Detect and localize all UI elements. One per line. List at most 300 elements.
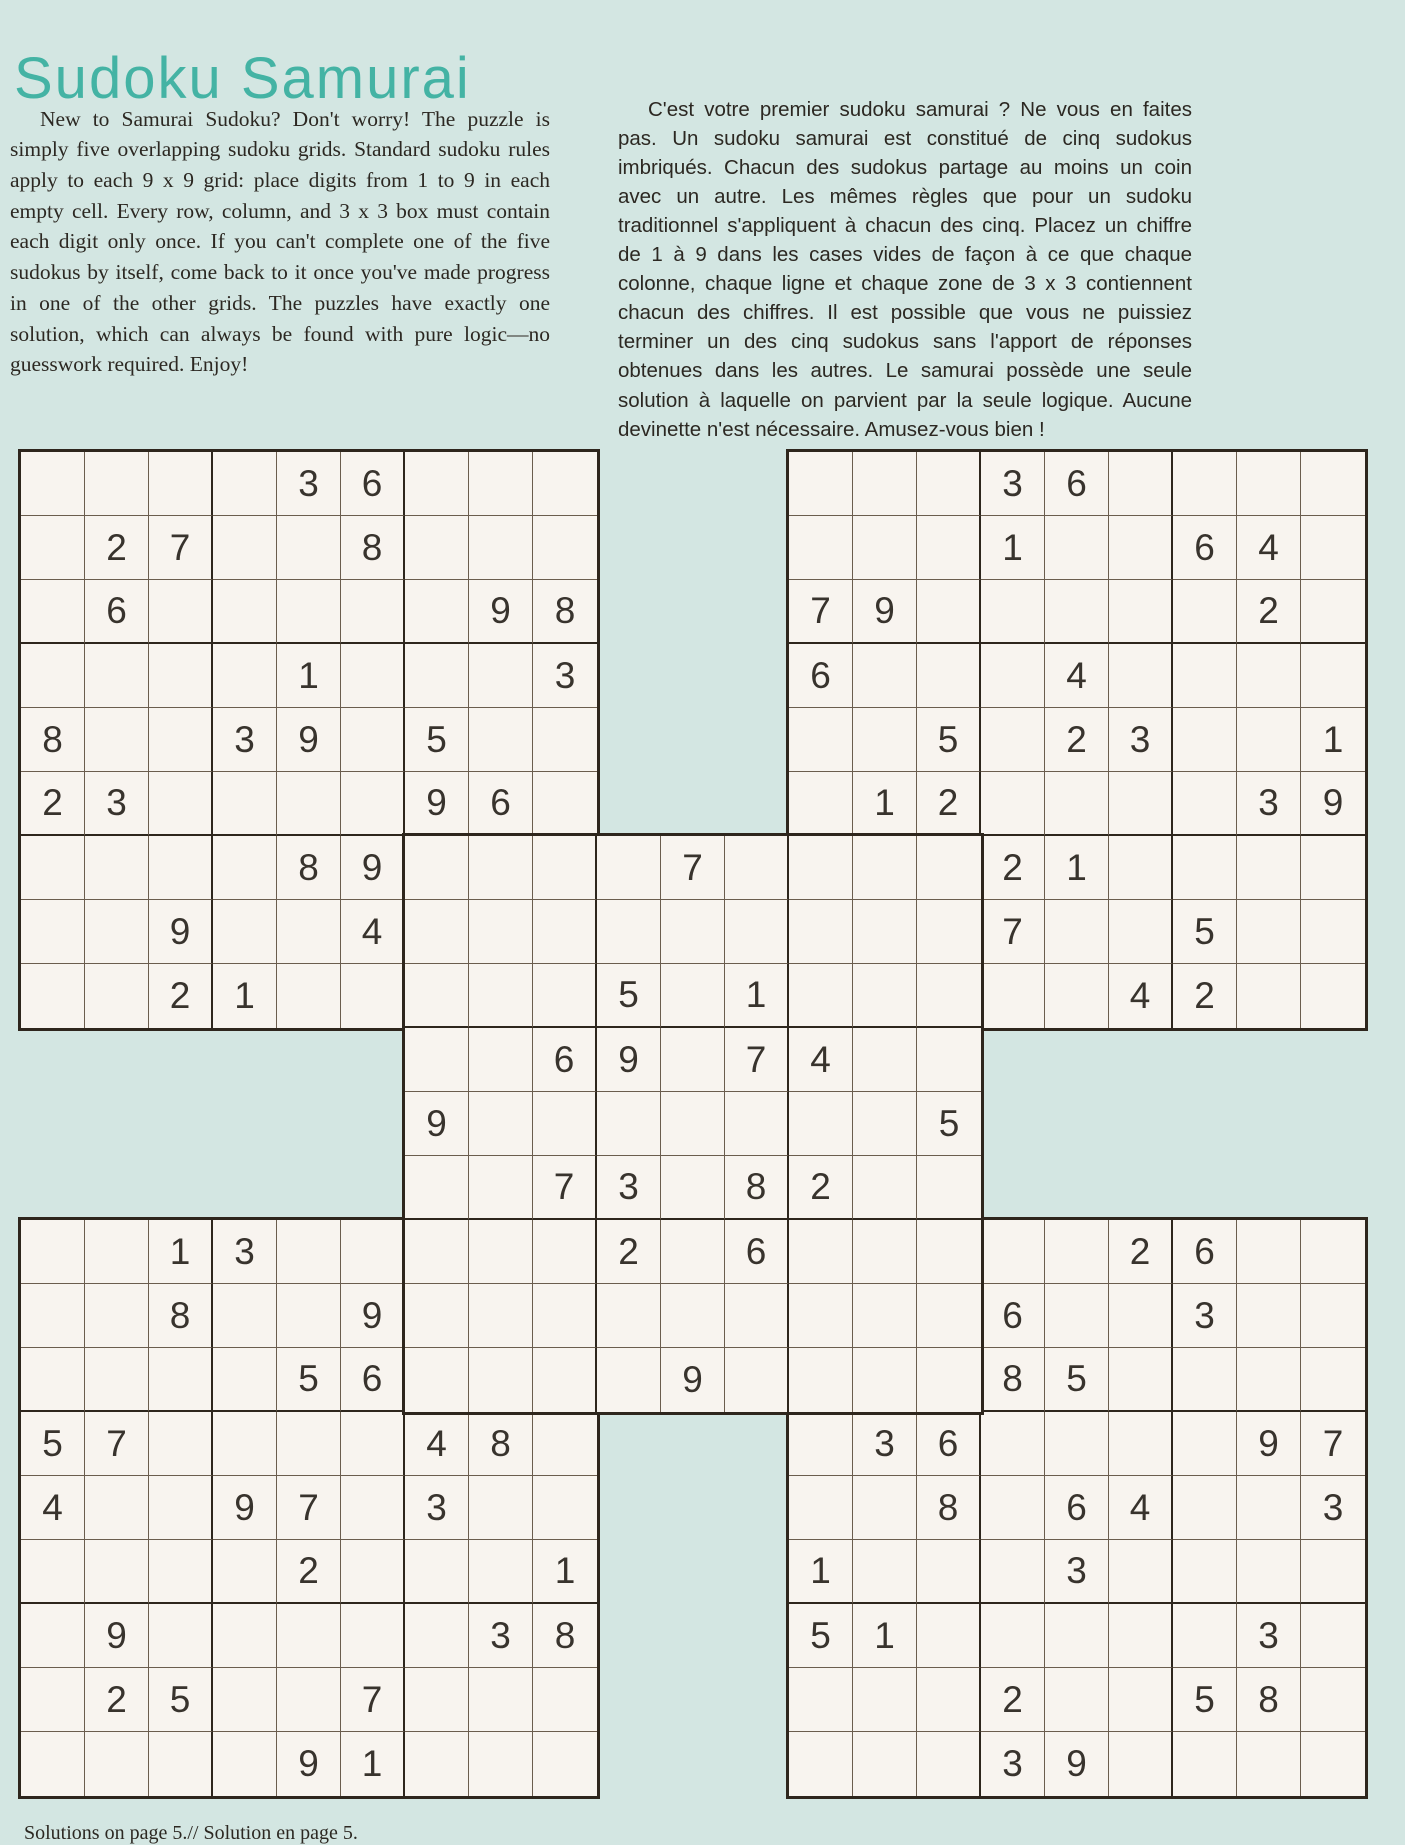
sudoku-cell (1301, 644, 1365, 708)
sudoku-cell: 7 (661, 836, 725, 900)
sudoku-cell (1109, 1412, 1173, 1476)
sudoku-cell (1301, 1668, 1365, 1732)
sudoku-cell (277, 900, 341, 964)
sudoku-cell (469, 964, 533, 1028)
sudoku-cell (469, 1220, 533, 1284)
sudoku-cell (1109, 772, 1173, 836)
sudoku-cell (85, 708, 149, 772)
sudoku-cell: 9 (405, 772, 469, 836)
samurai-puzzle-board (21, 452, 1365, 1796)
sudoku-cell (917, 836, 981, 900)
sudoku-cell (789, 1732, 853, 1796)
sudoku-cell (661, 1028, 725, 1092)
sudoku-cell (917, 1220, 981, 1284)
sudoku-cell (277, 516, 341, 580)
sudoku-cell (917, 1732, 981, 1796)
sudoku-cell: 5 (789, 1604, 853, 1668)
sudoku-cell: 9 (277, 1732, 341, 1796)
sudoku-cell (85, 1476, 149, 1540)
sudoku-cell: 5 (405, 708, 469, 772)
sudoku-cell (1301, 1732, 1365, 1796)
sudoku-cell (213, 836, 277, 900)
sudoku-cell: 1 (789, 1540, 853, 1604)
sudoku-cell (533, 900, 597, 964)
sudoku-cell: 2 (85, 1668, 149, 1732)
sudoku-cell (469, 708, 533, 772)
sudoku-cell (789, 708, 853, 772)
sudoku-cell (853, 1028, 917, 1092)
sudoku-grid-center (402, 833, 984, 1415)
sudoku-cell (405, 900, 469, 964)
sudoku-cell (1301, 900, 1365, 964)
sudoku-cell: 7 (1301, 1412, 1365, 1476)
sudoku-cell (533, 1668, 597, 1732)
sudoku-cell (1109, 1668, 1173, 1732)
sudoku-cell (789, 1476, 853, 1540)
sudoku-cell (1109, 1284, 1173, 1348)
sudoku-cell (1173, 836, 1237, 900)
sudoku-cell (1301, 580, 1365, 644)
sudoku-cell (597, 900, 661, 964)
sudoku-cell (1109, 836, 1173, 900)
sudoku-cell: 6 (917, 1412, 981, 1476)
sudoku-cell (1173, 1604, 1237, 1668)
sudoku-cell (661, 1220, 725, 1284)
sudoku-cell (1237, 452, 1301, 516)
sudoku-cell (149, 580, 213, 644)
sudoku-cell: 3 (597, 1156, 661, 1220)
sudoku-cell: 5 (917, 1092, 981, 1156)
sudoku-cell (725, 1092, 789, 1156)
sudoku-cell: 1 (1301, 708, 1365, 772)
sudoku-cell (405, 1220, 469, 1284)
sudoku-cell (1109, 1348, 1173, 1412)
sudoku-cell (853, 900, 917, 964)
sudoku-cell: 3 (277, 452, 341, 516)
sudoku-cell (1301, 1220, 1365, 1284)
sudoku-cell (1301, 452, 1365, 516)
sudoku-cell (469, 452, 533, 516)
sudoku-cell: 6 (341, 1348, 405, 1412)
sudoku-cell: 5 (917, 708, 981, 772)
sudoku-cell (277, 580, 341, 644)
sudoku-cell (1173, 708, 1237, 772)
sudoku-cell: 9 (277, 708, 341, 772)
sudoku-cell: 9 (661, 1348, 725, 1412)
sudoku-cell (341, 1604, 405, 1668)
sudoku-cell: 6 (469, 772, 533, 836)
footer-caption: Solutions on page 5.// Solution en page 5. (24, 1822, 358, 1844)
sudoku-cell: 6 (1173, 1220, 1237, 1284)
sudoku-cell (725, 1284, 789, 1348)
sudoku-cell: 4 (789, 1028, 853, 1092)
sudoku-cell (533, 1092, 597, 1156)
sudoku-cell: 5 (1173, 1668, 1237, 1732)
sudoku-cell (1109, 1732, 1173, 1796)
sudoku-cell (917, 900, 981, 964)
sudoku-cell (981, 964, 1045, 1028)
sudoku-cell (213, 580, 277, 644)
sudoku-cell (341, 1412, 405, 1476)
sudoku-cell: 9 (1045, 1732, 1109, 1796)
sudoku-cell (1237, 1732, 1301, 1796)
sudoku-cell (533, 516, 597, 580)
sudoku-cell (469, 1092, 533, 1156)
sudoku-cell (1237, 1284, 1301, 1348)
sudoku-cell (661, 1284, 725, 1348)
sudoku-cell (85, 836, 149, 900)
sudoku-cell (789, 1092, 853, 1156)
sudoku-cell (533, 1732, 597, 1796)
sudoku-cell (277, 1412, 341, 1476)
sudoku-cell (277, 772, 341, 836)
sudoku-cell: 3 (981, 452, 1045, 516)
sudoku-cell (533, 964, 597, 1028)
sudoku-cell (277, 1284, 341, 1348)
sudoku-cell: 6 (981, 1284, 1045, 1348)
sudoku-cell (85, 900, 149, 964)
sudoku-cell: 1 (341, 1732, 405, 1796)
sudoku-cell (1237, 708, 1301, 772)
sudoku-cell: 7 (341, 1668, 405, 1732)
sudoku-cell (1173, 1348, 1237, 1412)
sudoku-cell: 5 (597, 964, 661, 1028)
sudoku-cell (21, 1220, 85, 1284)
sudoku-cell (1301, 516, 1365, 580)
sudoku-cell (789, 1668, 853, 1732)
sudoku-cell (213, 1668, 277, 1732)
sudoku-cell (213, 1348, 277, 1412)
sudoku-cell (725, 900, 789, 964)
sudoku-cell (1173, 644, 1237, 708)
sudoku-cell (21, 836, 85, 900)
sudoku-cell (1237, 1220, 1301, 1284)
sudoku-cell: 2 (597, 1220, 661, 1284)
sudoku-cell (1301, 1284, 1365, 1348)
sudoku-cell (85, 452, 149, 516)
sudoku-cell (21, 580, 85, 644)
sudoku-cell (1045, 1220, 1109, 1284)
sudoku-cell (981, 772, 1045, 836)
sudoku-cell: 5 (277, 1348, 341, 1412)
sudoku-cell (1173, 580, 1237, 644)
sudoku-cell (21, 900, 85, 964)
sudoku-cell (405, 1028, 469, 1092)
sudoku-cell (1173, 1732, 1237, 1796)
sudoku-cell (853, 1156, 917, 1220)
sudoku-cell (149, 644, 213, 708)
sudoku-cell (1301, 964, 1365, 1028)
sudoku-cell (469, 644, 533, 708)
sudoku-cell: 4 (1045, 644, 1109, 708)
sudoku-cell (85, 1540, 149, 1604)
sudoku-cell (85, 644, 149, 708)
sudoku-cell (533, 772, 597, 836)
sudoku-cell (661, 1156, 725, 1220)
sudoku-cell (21, 1540, 85, 1604)
sudoku-cell (1045, 772, 1109, 836)
sudoku-cell: 2 (1109, 1220, 1173, 1284)
sudoku-cell (149, 1412, 213, 1476)
sudoku-cell (1109, 644, 1173, 708)
sudoku-cell (85, 1348, 149, 1412)
sudoku-cell (917, 964, 981, 1028)
sudoku-cell (789, 964, 853, 1028)
sudoku-cell (405, 1604, 469, 1668)
sudoku-cell (1173, 1540, 1237, 1604)
sudoku-cell: 8 (21, 708, 85, 772)
sudoku-cell (213, 1540, 277, 1604)
sudoku-cell (1045, 516, 1109, 580)
sudoku-cell (405, 452, 469, 516)
sudoku-cell: 5 (21, 1412, 85, 1476)
sudoku-cell: 5 (1045, 1348, 1109, 1412)
sudoku-cell (1045, 1412, 1109, 1476)
sudoku-cell (1109, 900, 1173, 964)
sudoku-cell: 5 (1173, 900, 1237, 964)
sudoku-cell (789, 772, 853, 836)
sudoku-cell (981, 580, 1045, 644)
sudoku-cell (661, 1092, 725, 1156)
sudoku-cell (149, 452, 213, 516)
sudoku-cell: 2 (917, 772, 981, 836)
sudoku-cell (85, 964, 149, 1028)
sudoku-cell (533, 1412, 597, 1476)
sudoku-cell (917, 1156, 981, 1220)
sudoku-cell (1045, 1284, 1109, 1348)
sudoku-cell: 4 (341, 900, 405, 964)
sudoku-cell (1237, 1348, 1301, 1412)
sudoku-cell: 6 (1045, 1476, 1109, 1540)
sudoku-cell: 2 (981, 1668, 1045, 1732)
sudoku-cell: 3 (405, 1476, 469, 1540)
sudoku-cell: 3 (853, 1412, 917, 1476)
sudoku-cell (149, 1476, 213, 1540)
sudoku-cell (917, 1348, 981, 1412)
sudoku-cell: 3 (1173, 1284, 1237, 1348)
sudoku-cell: 3 (213, 708, 277, 772)
sudoku-cell (85, 1284, 149, 1348)
sudoku-cell (21, 516, 85, 580)
sudoku-cell (21, 644, 85, 708)
sudoku-cell (21, 1668, 85, 1732)
sudoku-cell (981, 1476, 1045, 1540)
sudoku-cell (1109, 452, 1173, 516)
sudoku-cell (981, 1604, 1045, 1668)
sudoku-cell (1109, 580, 1173, 644)
sudoku-cell (149, 708, 213, 772)
sudoku-cell (469, 1668, 533, 1732)
sudoku-cell (1109, 1604, 1173, 1668)
sudoku-cell: 1 (213, 964, 277, 1028)
sudoku-cell (85, 1732, 149, 1796)
sudoku-cell: 3 (533, 644, 597, 708)
sudoku-cell (1173, 1476, 1237, 1540)
sudoku-cell (469, 836, 533, 900)
sudoku-cell: 6 (533, 1028, 597, 1092)
sudoku-cell: 2 (1173, 964, 1237, 1028)
sudoku-cell (597, 1348, 661, 1412)
sudoku-cell (277, 1668, 341, 1732)
sudoku-cell: 1 (853, 1604, 917, 1668)
sudoku-cell (853, 1220, 917, 1284)
sudoku-cell (533, 1220, 597, 1284)
sudoku-cell: 8 (533, 1604, 597, 1668)
sudoku-cell: 2 (21, 772, 85, 836)
sudoku-cell (533, 1476, 597, 1540)
sudoku-cell (341, 708, 405, 772)
sudoku-cell: 3 (213, 1220, 277, 1284)
sudoku-cell (853, 1540, 917, 1604)
sudoku-cell (1173, 452, 1237, 516)
sudoku-cell (1109, 516, 1173, 580)
sudoku-cell (853, 1476, 917, 1540)
sudoku-cell (1301, 836, 1365, 900)
sudoku-cell: 4 (1237, 516, 1301, 580)
sudoku-cell: 6 (1045, 452, 1109, 516)
sudoku-cell: 6 (85, 580, 149, 644)
sudoku-cell: 1 (981, 516, 1045, 580)
sudoku-cell: 6 (1173, 516, 1237, 580)
sudoku-cell (789, 1220, 853, 1284)
sudoku-cell: 7 (981, 900, 1045, 964)
sudoku-cell (1045, 1604, 1109, 1668)
intro-paragraph-english: New to Samurai Sudoku? Don't worry! The puzzle is simply five overlapping sudoku grids. Standard sudoku rules apply to each 9 x 9 grid: place digits from 1 to 9 in each empty cell. Every row, column, and 3 x 3 box must contain each digit only once. If you can't complete one of the five sudokus by itself, come back to it once you've made progress in one of the other grids. The puzzles have exactly one solution, which can always be found with pure logic—no guesswork required. Enjoy! (10, 106, 550, 377)
sudoku-cell (21, 1604, 85, 1668)
sudoku-cell (213, 516, 277, 580)
sudoku-cell: 9 (341, 836, 405, 900)
sudoku-cell: 1 (853, 772, 917, 836)
intro-paragraph-french: C'est votre premier sudoku samurai ? Ne vous en faites pas. Un sudoku samurai est constitué de cinq sudokus imbriqués. Chacun des sudokus partage au moins un coin avec un autre. Les mêmes règles que pour un sudoku traditionnel s'appliquent à chacun des cinq. Placez un chiffre de 1 à 9 dans les cases vides de façon à ce que chaque colonne, chaque ligne et chaque zone de 3 x 3 contiennent chacun des chiffres. Il est possible que vous ne puissiez terminer un des cinq sudokus sans l'apport de réponses obtenues dans les autres. Le samurai possède une seule solution à laquelle on parvient par la seule logique. Aucune devinette n'est nécessaire. Amusez-vous bien ! (618, 97, 1192, 441)
sudoku-cell: 1 (725, 964, 789, 1028)
sudoku-cell (853, 836, 917, 900)
sudoku-cell (853, 452, 917, 516)
sudoku-cell (1301, 1540, 1365, 1604)
sudoku-cell (1045, 964, 1109, 1028)
sudoku-cell (149, 1348, 213, 1412)
sudoku-cell: 7 (533, 1156, 597, 1220)
sudoku-cell: 2 (1045, 708, 1109, 772)
sudoku-cell (213, 1604, 277, 1668)
sudoku-cell (1301, 1604, 1365, 1668)
sudoku-cell (661, 964, 725, 1028)
sudoku-cell: 9 (341, 1284, 405, 1348)
sudoku-cell: 5 (149, 1668, 213, 1732)
sudoku-cell: 3 (469, 1604, 533, 1668)
sudoku-cell (725, 1348, 789, 1412)
sudoku-cell (277, 964, 341, 1028)
sudoku-cell (789, 1284, 853, 1348)
sudoku-cell (789, 1412, 853, 1476)
sudoku-cell (341, 1540, 405, 1604)
sudoku-cell (853, 516, 917, 580)
sudoku-cell (917, 1028, 981, 1092)
sudoku-cell: 3 (85, 772, 149, 836)
sudoku-cell: 1 (1045, 836, 1109, 900)
sudoku-cell (213, 452, 277, 516)
sudoku-cell: 7 (789, 580, 853, 644)
sudoku-cell (1173, 772, 1237, 836)
sudoku-cell (341, 580, 405, 644)
sudoku-cell (597, 1284, 661, 1348)
sudoku-cell (213, 1412, 277, 1476)
sudoku-cell (213, 900, 277, 964)
sudoku-cell: 9 (853, 580, 917, 644)
sudoku-cell (853, 1732, 917, 1796)
sudoku-cell (405, 1540, 469, 1604)
sudoku-cell: 7 (277, 1476, 341, 1540)
sudoku-cell (789, 516, 853, 580)
sudoku-cell (917, 1604, 981, 1668)
sudoku-cell: 3 (1045, 1540, 1109, 1604)
sudoku-cell: 8 (917, 1476, 981, 1540)
sudoku-cell: 8 (533, 580, 597, 644)
sudoku-cell (149, 1604, 213, 1668)
sudoku-cell: 2 (85, 516, 149, 580)
sudoku-cell (469, 1540, 533, 1604)
sudoku-cell (341, 644, 405, 708)
sudoku-cell (1237, 836, 1301, 900)
sudoku-cell (1237, 900, 1301, 964)
sudoku-cell: 2 (789, 1156, 853, 1220)
sudoku-cell: 7 (149, 516, 213, 580)
sudoku-cell (213, 772, 277, 836)
sudoku-cell (405, 1732, 469, 1796)
sudoku-cell (853, 1284, 917, 1348)
sudoku-cell (597, 1092, 661, 1156)
sudoku-cell: 3 (981, 1732, 1045, 1796)
sudoku-cell (917, 1284, 981, 1348)
sudoku-cell: 3 (1301, 1476, 1365, 1540)
sudoku-cell (149, 836, 213, 900)
sudoku-cell: 1 (149, 1220, 213, 1284)
sudoku-cell: 1 (277, 644, 341, 708)
sudoku-cell: 9 (85, 1604, 149, 1668)
sudoku-cell (1237, 964, 1301, 1028)
sudoku-cell (21, 452, 85, 516)
sudoku-cell: 9 (597, 1028, 661, 1092)
sudoku-cell (213, 644, 277, 708)
sudoku-cell (469, 516, 533, 580)
sudoku-cell (21, 1348, 85, 1412)
sudoku-cell (917, 1540, 981, 1604)
sudoku-cell (405, 964, 469, 1028)
sudoku-cell (789, 900, 853, 964)
page-title: Sudoku Samurai (14, 45, 471, 111)
sudoku-cell (853, 964, 917, 1028)
sudoku-cell: 8 (277, 836, 341, 900)
sudoku-cell (21, 1732, 85, 1796)
sudoku-cell (213, 1732, 277, 1796)
sudoku-cell: 9 (149, 900, 213, 964)
sudoku-cell (405, 516, 469, 580)
sudoku-cell (405, 1284, 469, 1348)
sudoku-cell: 4 (1109, 964, 1173, 1028)
sudoku-cell (853, 1348, 917, 1412)
sudoku-cell (661, 900, 725, 964)
sudoku-cell (469, 1476, 533, 1540)
sudoku-cell (149, 1540, 213, 1604)
sudoku-cell: 9 (469, 580, 533, 644)
sudoku-cell (341, 964, 405, 1028)
sudoku-cell (469, 1348, 533, 1412)
sudoku-cell: 9 (405, 1092, 469, 1156)
sudoku-cell (789, 452, 853, 516)
sudoku-cell (405, 1156, 469, 1220)
sudoku-cell (981, 1412, 1045, 1476)
sudoku-cell (1045, 1668, 1109, 1732)
sudoku-cell (789, 836, 853, 900)
